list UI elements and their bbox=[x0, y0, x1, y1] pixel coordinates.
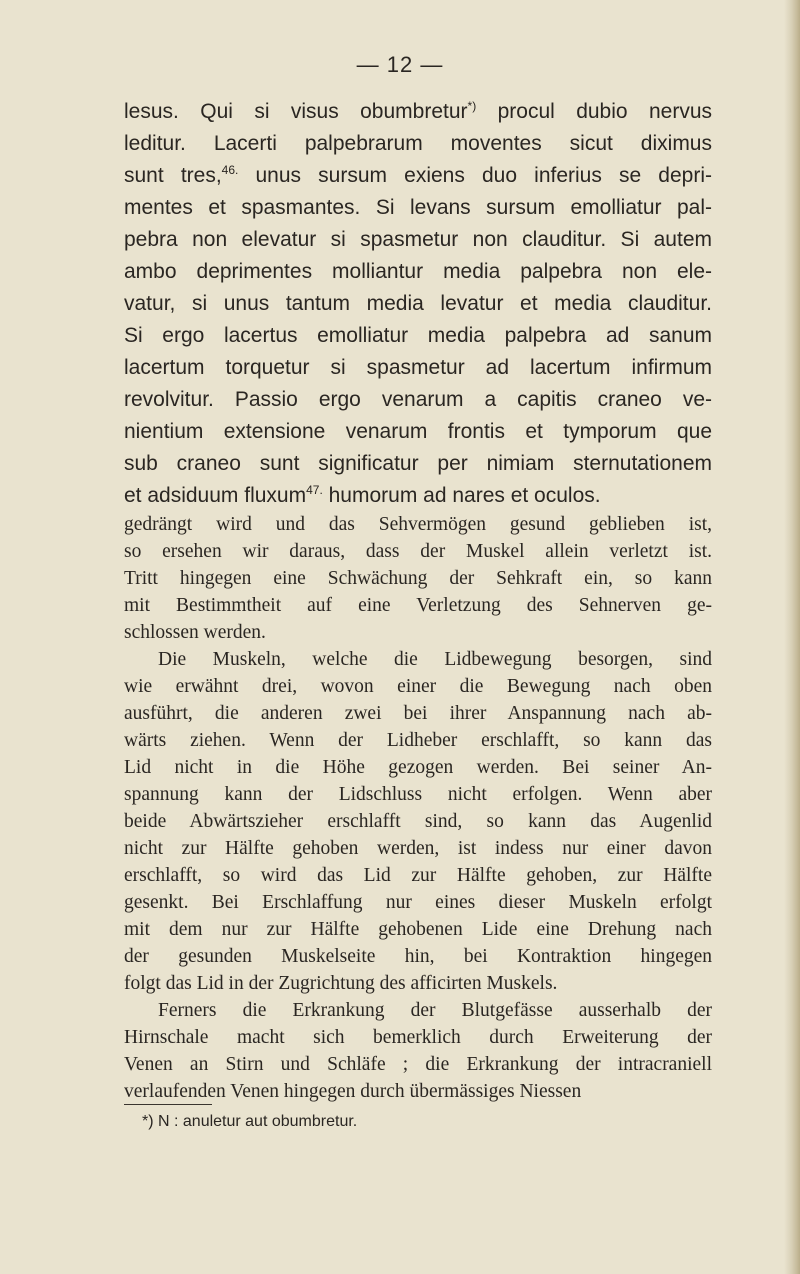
german-line: schlossen werden. bbox=[124, 622, 266, 643]
page-number: — 12 — bbox=[356, 52, 444, 77]
german-line: so ersehen wir daraus, dass der Muskel allein verletzt ist. bbox=[124, 541, 712, 562]
footnote: *) N : anuletur aut obumbretur. bbox=[142, 1113, 358, 1130]
footnote-marker: 47. bbox=[306, 483, 323, 497]
german-line: wie erwähnt drei, wovon einer die Bewegung nach oben bbox=[124, 676, 712, 697]
german-line: wärts ziehen. Wenn der Lidheber erschlafft, so kann das bbox=[124, 730, 712, 751]
latin-line: revolvitur. Passio ergo venarum a capitis craneo ve- bbox=[124, 388, 712, 411]
latin-line: et adsiduum fluxum$^{47.}$ humorum ad nares et oculos. bbox=[124, 483, 601, 507]
german-line: gedrängt wird und das Sehvermögen gesund geblieben ist, bbox=[124, 514, 712, 535]
german-line: mit dem nur zur Hälfte gehobenen Lide eine Drehung nach bbox=[124, 919, 712, 940]
latin-line: ambo deprimentes molliantur media palpebra non ele- bbox=[124, 260, 712, 283]
german-line: gesenkt. Bei Erschlaffung nur eines dieser Muskeln erfolgt bbox=[124, 892, 712, 913]
latin-line: sub craneo sunt significatur per nimiam sternutationem bbox=[124, 452, 712, 475]
latin-line: sunt tres,$^{46.}$ unus sursum exiens duo inferius se depri- bbox=[124, 163, 712, 187]
german-line: Die Muskeln, welche die Lidbewegung besorgen, sind bbox=[158, 649, 712, 670]
german-line: beide Abwärtszieher erschlafft sind, so kann das Augenlid bbox=[124, 811, 712, 832]
german-line: Lid nicht in die Höhe gezogen werden. Bei seiner An- bbox=[124, 757, 712, 778]
german-line: Hirnschale macht sich bemerklich durch Erweiterung der bbox=[124, 1027, 712, 1048]
latin-line: pebra non elevatur si spasmetur non clauditur. Si autem bbox=[124, 228, 712, 251]
german-line: Venen an Stirn und Schläfe ; die Erkrankung der intracraniell bbox=[124, 1054, 712, 1075]
german-line: mit Bestimmtheit auf eine Verletzung des Sehnerven ge- bbox=[124, 595, 712, 616]
german-line: spannung kann der Lidschluss nicht erfolgen. Wenn aber bbox=[124, 784, 712, 805]
german-line: verlaufenden Venen hingegen durch übermässiges Niessen bbox=[124, 1081, 582, 1102]
footnote-divider bbox=[124, 1104, 212, 1105]
german-line: Tritt hingegen eine Schwächung der Sehkraft ein, so kann bbox=[124, 568, 712, 589]
latin-line: lesus. Qui si visus obumbretur*) procul dubio nervus bbox=[124, 99, 712, 123]
latin-line: mentes et spasmantes. Si levans sursum emolliatur pal- bbox=[124, 196, 712, 219]
latin-line: leditur. Lacerti palpebrarum moventes sicut diximus bbox=[124, 132, 712, 155]
footnote-marker: *) bbox=[467, 99, 477, 113]
latin-line: Si ergo lacertus emolliatur media palpebra ad sanum bbox=[124, 324, 712, 347]
latin-line: vatur, si unus tantum media levatur et media clauditur. bbox=[124, 292, 712, 315]
german-line: der gesunden Muskelseite hin, bei Kontraktion hingegen bbox=[124, 946, 712, 967]
german-text-block bbox=[124, 511, 712, 1105]
german-line: Ferners die Erkrankung der Blutgefässe ausserhalb der bbox=[158, 1000, 712, 1021]
latin-line: lacertum torquetur si spasmetur ad lacertum infirmum bbox=[124, 356, 712, 379]
latin-line: nientium extensione venarum frontis et tymporum que bbox=[124, 420, 712, 443]
german-line: folgt das Lid in der Zugrichtung des afficirten Muskels. bbox=[124, 973, 558, 994]
footnote-marker: 46. bbox=[221, 163, 239, 177]
latin-text-block bbox=[124, 96, 712, 512]
german-line: nicht zur Hälfte gehoben werden, ist indess nur einer davon bbox=[124, 838, 712, 859]
page-edge-shadow bbox=[784, 0, 800, 1274]
german-line: ausführt, die anderen zwei bei ihrer Anspannung nach ab- bbox=[124, 703, 712, 724]
german-line: erschlafft, so wird das Lid zur Hälfte gehoben, zur Hälfte bbox=[124, 865, 712, 886]
